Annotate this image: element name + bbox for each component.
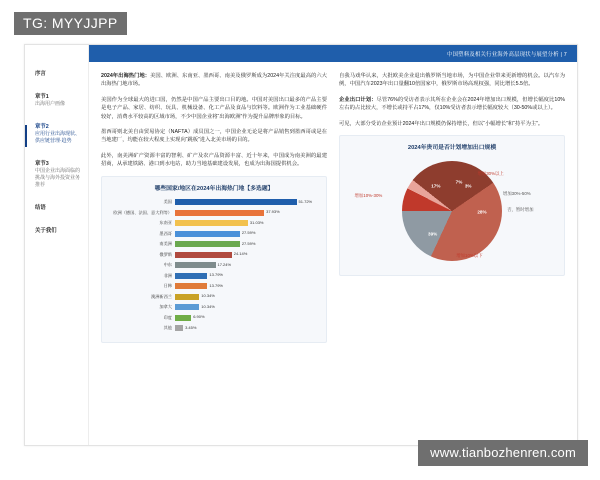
- bar-value-label: 24.14%: [233, 251, 248, 257]
- document-content: [89, 62, 577, 445]
- url-watermark: www.tianbozhenren.com: [418, 440, 588, 466]
- sidebar-item-sublabel: 出海用户画像: [35, 101, 66, 107]
- paragraph-text: 美国、欧洲、东南亚、墨西哥、南美及俄罗斯成为2024年关注度最高的六大出海热门地市场。: [101, 73, 327, 88]
- bar-fill: [175, 241, 240, 247]
- pie-slice-label: 否，暂时增加: [507, 207, 534, 213]
- bar-row: [108, 292, 316, 301]
- document-header-bar: [89, 45, 577, 62]
- bar-row: [108, 208, 316, 217]
- paragraph-russia: 自我马戏华认来，大批欧美企业退出俄罗斯当地市场，为中国企业带来更新增的机会。以汽车为例，中国汽车2023年出口量翻10倍国家中，俄罗斯市场高现权强，同比增长5.5倍。: [339, 73, 565, 88]
- bar-category-label: 俄罗斯: [159, 251, 172, 257]
- paragraph-export-plan: [339, 96, 565, 113]
- sidebar-item-conclusion[interactable]: [25, 205, 88, 212]
- bar-track: [175, 283, 316, 289]
- sidebar-item-sublabel: 应用行业出海现状、供应链营理·趋势: [35, 131, 81, 144]
- bar-chart-title: 哪些国家/地区在2024年出海热门地【多选题】: [154, 185, 274, 192]
- bar-fill: [175, 220, 248, 226]
- bar-row: [108, 282, 316, 291]
- pie-slice-value: 7%: [455, 179, 463, 185]
- sidebar-item-label: 章节3: [35, 161, 49, 167]
- bar-value-label: 27.59%: [241, 230, 256, 236]
- bar-fill: [175, 210, 264, 216]
- bar-track: [175, 325, 316, 331]
- pie-slice-value: 28%: [477, 209, 487, 215]
- paragraph-south-america: 此外，南美洲矿产资源丰富的智利、矿产及农产品资源丰富、近十年来，中国成为南美洲的最建招商，从承建铁路、港口到水电站，助力当地基础建设发展，也成为出海国提供机会。: [101, 152, 327, 168]
- bar-row: [108, 271, 316, 280]
- bar-fill: [175, 273, 207, 279]
- bar-value-label: 13.79%: [209, 272, 223, 278]
- bar-row: [108, 261, 316, 270]
- bar-value-label: 13.79%: [209, 282, 223, 288]
- sidebar-item-chapter-2[interactable]: [25, 124, 88, 145]
- bar-category-label: 其他: [163, 325, 172, 331]
- bar-category-label: 印度: [163, 314, 172, 320]
- sidebar-item-preface[interactable]: [25, 71, 88, 78]
- bar-value-label: 37.93%: [266, 209, 280, 215]
- sidebar-item-about-us[interactable]: [25, 228, 88, 235]
- sidebar-item-chapter-3[interactable]: [25, 161, 88, 189]
- paragraph-hot-markets: [101, 72, 327, 89]
- left-column: [101, 72, 327, 445]
- bar-track: [175, 294, 316, 300]
- bar-track: [175, 231, 316, 237]
- bar-row: [108, 324, 316, 333]
- bar-track: [175, 241, 316, 247]
- telegram-watermark: TG: MYYJJPP: [14, 12, 127, 35]
- bar-track: [175, 304, 316, 310]
- bar-row: [108, 229, 316, 238]
- pie-slice-label: 增加10%以下: [456, 253, 483, 259]
- bar-category-label: 加拿大: [159, 304, 172, 310]
- bar-category-label: 日韩: [163, 283, 172, 289]
- bar-fill: [175, 315, 191, 321]
- pie-slice-label: 增加30%以上: [477, 171, 504, 177]
- bar-track: [175, 252, 316, 258]
- bar-row: [108, 303, 316, 312]
- bar-value-label: 10.34%: [201, 303, 215, 309]
- bar-track: [175, 220, 316, 226]
- bar-value-label: 10.34%: [201, 293, 215, 299]
- bar-chart-plot: [108, 198, 320, 333]
- bar-chart-card: [101, 176, 327, 344]
- pie-slice-value: 17%: [431, 183, 441, 189]
- bar-fill: [175, 294, 199, 300]
- bar-fill: [175, 262, 216, 268]
- bar-track: [175, 199, 316, 205]
- sidebar-item-chapter-1[interactable]: [25, 94, 88, 108]
- sidebar-item-label: 序言: [35, 71, 46, 77]
- bar-value-label: 27.59%: [241, 240, 256, 246]
- paragraph-text: 尽管76%的受访者表示其所在企业会在2024年增加出口规模，但增长幅度比10%左右的占比较大，不增长或持平占17%，仅10%受访者表示增长幅度较大（30-50%或以上）。: [339, 96, 565, 112]
- paragraph-conclusion: 可见，大部分受访企业预计2024年出口规模仍保持增长，但以“小幅增长”和“持平为主”。: [339, 120, 544, 127]
- bar-fill: [175, 283, 207, 289]
- pie-slice-label: 增加10%-30%: [354, 193, 383, 199]
- bar-category-label: 欧洲（德国、法国、意大利等）: [113, 209, 172, 215]
- bar-row: [108, 198, 316, 207]
- bar-fill: [175, 252, 232, 258]
- bar-category-label: 美国: [163, 199, 172, 205]
- right-column: [339, 72, 565, 445]
- sidebar-item-label: 结语: [35, 205, 46, 211]
- paragraph-mexico: 墨西哥则北美自由贸易协定（NAFTA）成员国之一，中国企业无论是将产品销售到墨西哥或是在当地建厂，均能在较大程度上实现向“跳板”进入北美市场的目的。: [101, 129, 327, 144]
- header-title: 中国塑料及相关行业海外高层现状与展望分析 | 7: [446, 51, 567, 58]
- bar-category-label: 墨西哥: [159, 230, 172, 236]
- pie-slice-label: 增加30%-50%: [502, 191, 531, 197]
- sidebar-item-sublabel: 中国企业出海面临的挑战与海外投资业务推荐: [35, 168, 81, 188]
- bar-row: [108, 219, 316, 228]
- pie-chart-title: 2024年贵司是否计划增加出口规模: [407, 145, 497, 152]
- bar-track: [175, 262, 316, 268]
- bar-fill: [175, 304, 199, 310]
- pie-chart-card: [339, 135, 565, 276]
- paragraph-us-europe: 美国作为全球最大的进口国，仍然是中国产品主要出口目的地。中国对美国出口最多的产品主要是电子产品、家居、纺织、玩具、机械设备、化工产品及食品与饮料等。欧洲作为工业基础硬件较好，消费水平较高的区域市场，不少中国企业将“出海欧洲”作为提升品牌形象的目标。: [101, 96, 327, 120]
- pie-slice-value: 39%: [428, 231, 438, 237]
- bar-value-label: 51.72%: [298, 198, 313, 204]
- bar-value-label: 6.90%: [193, 314, 205, 320]
- sidebar-item-label: 章节2: [35, 124, 49, 130]
- bar-fill: [175, 199, 297, 205]
- document-sidebar: [25, 45, 89, 445]
- bar-value-label: 3.45%: [185, 324, 197, 330]
- bar-value-label: 31.03%: [249, 219, 264, 225]
- bar-category-label: 非洲: [163, 272, 172, 278]
- pie-chart-plot: [346, 157, 558, 267]
- bar-category-label: 南美洲: [159, 241, 172, 247]
- document-page: [24, 44, 578, 446]
- bar-row: [108, 313, 316, 322]
- bar-category-label: 澳洲新西兰: [151, 293, 172, 299]
- bar-track: [175, 210, 316, 216]
- bar-fill: [175, 325, 183, 331]
- sidebar-item-label: 关于我们: [35, 228, 57, 234]
- bar-track: [175, 315, 316, 321]
- paragraph-lead: 2024年出海热门地：: [101, 73, 151, 79]
- bar-category-label: 东南亚: [159, 220, 172, 226]
- bar-row: [108, 240, 316, 249]
- paragraph-lead: 企业出口计划：: [339, 96, 377, 103]
- bar-category-label: 中东: [163, 262, 172, 268]
- bar-fill: [175, 231, 240, 237]
- pie-slice-value: 3%: [464, 183, 472, 189]
- bar-value-label: 17.24%: [217, 261, 232, 267]
- bar-row: [108, 250, 316, 259]
- bar-track: [175, 273, 316, 279]
- sidebar-item-label: 章节1: [35, 94, 49, 100]
